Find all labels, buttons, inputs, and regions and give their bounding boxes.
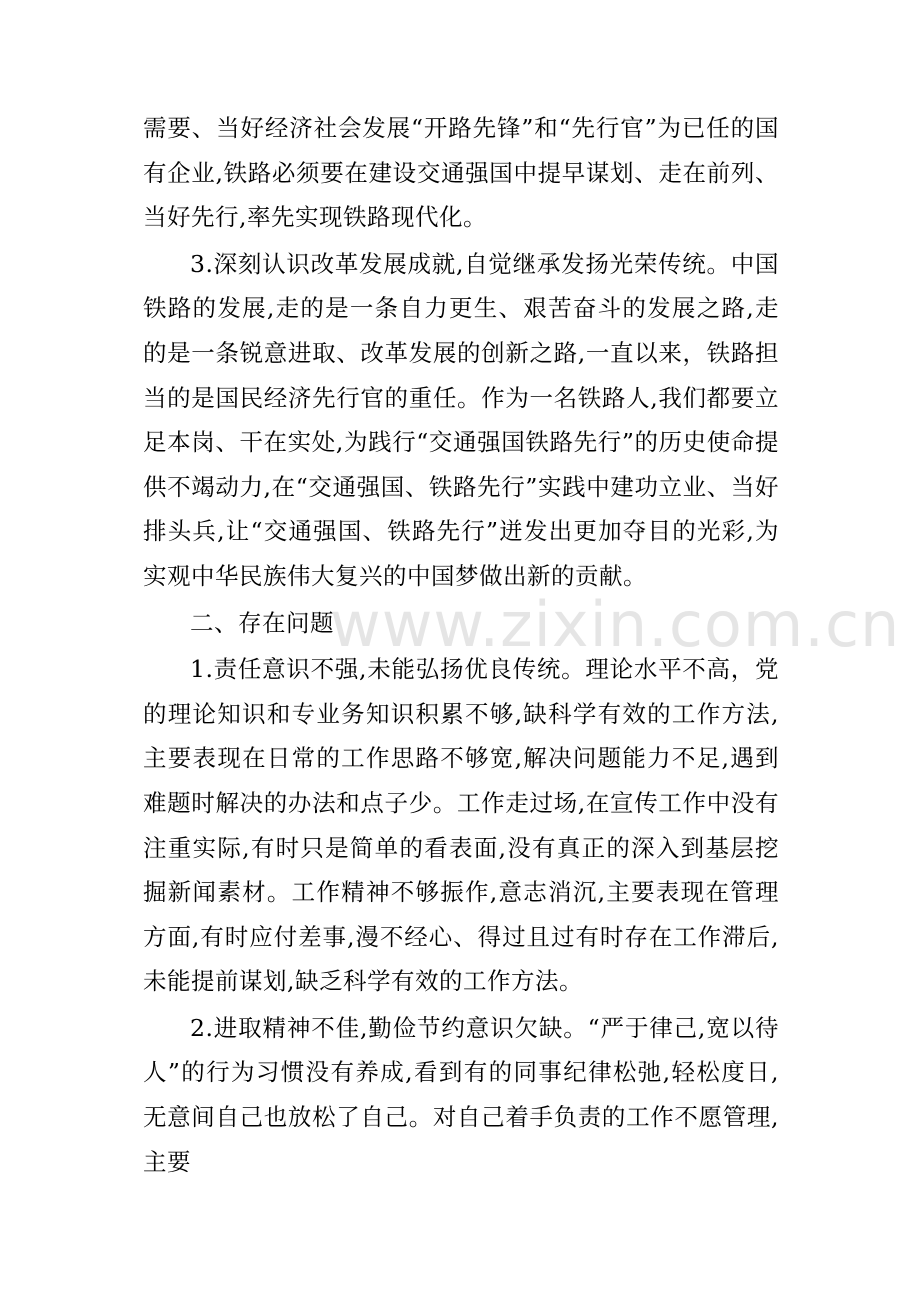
section-heading-existing-problems: 二、存在问题 xyxy=(190,608,334,637)
watermark: www.zixin.com.cn xyxy=(330,588,901,661)
paragraph-reform-achievements: 3.深刻认识改革发展成就,自觉继承发扬光荣传统。中国铁路的发展,走的是一条自力更生、艰苦奋斗的发展之路,走的是一条锐意进取、改革发展的创新之路,一直以来，铁路担当的是国民经济先行官的重任。作为一名铁路人,我们都要立足本岗、干在实处,为践行“交通强国铁路先行”的历史使命提供不竭动力,在“交通强国、铁路先行”实践中建功立业、当好排头兵,让“交通强国、铁路先行”迸发出更加夺目的光彩,为实观中华民族伟大复兴的中国梦做出新的贡献。 xyxy=(143,249,780,590)
paragraph-responsibility-awareness: 1.责任意识不强,未能弘扬优良传统。理论水平不高，党的理论知识和专业务知识积累不够,缺科学有效的工作方法,主要表现在日常的工作思路不够宽,解决问题能力不足,遇到难题时解决的办法和点子少。工作走过场,在宣传工作中没有注重实际,有时只是简单的看表面,没有真正的深入到基层挖掘新闻素材。工作精神不够振作,意志消沉,主要表现在管理方面,有时应付差事,漫不经心、得过且过有时存在工作滞后,未能提前谋划,缺乏科学有效的工作方法。 xyxy=(143,655,780,996)
paragraph-continuation: 需要、当好经济社会发展“开路先锋”和“先行官”为已任的国有企业,铁路必须要在建设交通强国中提早谋划、走在前列、当好先行,率先实现铁路现代化。 xyxy=(143,114,779,232)
paragraph-enterprising-spirit: 2.进取精神不佳,勤俭节约意识欠缺。“严于律己,宽以待人”的行为习惯没有养成,看到有的同事纪律松弛,轻松度日,无意间自己也放松了自己。对自己着手负责的工作不愿管理,主要 xyxy=(143,1013,779,1176)
document-body xyxy=(143,106,779,1184)
